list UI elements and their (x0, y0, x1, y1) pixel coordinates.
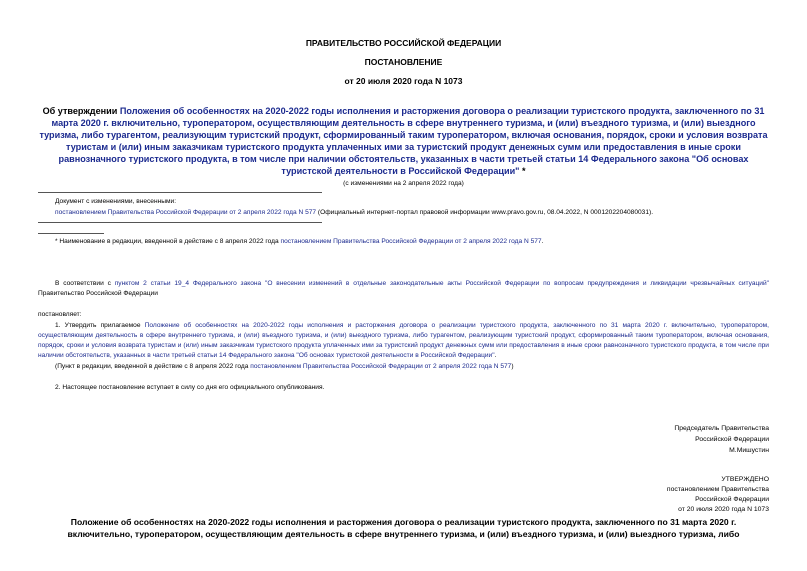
approval-line-4: от 20 июля 2020 года N 1073 (678, 506, 769, 513)
footnote-text: * Наименование в редакции, введенной в действие с 8 апреля 2022 года (55, 238, 281, 245)
item-2: 2. Настоящее постановление вступает в силу со дня его официального опубликования. (55, 384, 325, 391)
basis-suffix: Правительство Российской Федерации (38, 290, 158, 297)
item-1-link[interactable]: Положение об особенностях на 2020-2022 годы исполнения и расторжения договора о реализации туристского продукта, заключенного по 31 марта 2020 г. включительно, туроператором, осуществляющим деятельность в сфере внутреннего туризма, и (или) въездного туризма, и (или) выездного туризма, либо турагентом, реализующим туристский продукт, сформированный таким туроператором, включая основания, порядок, сроки и условия возврата туристам и (или) иным заказчикам туристского продукта уплаченных ими за туристский продукт денежных сумм или предоставления в иные сроки равнозначного туристского продукта, в том числе при наличии обстоятельств, указанных в части третьей статьи 14 Федерального закона "Об основах туристской деятельности в Российской Федерации" (38, 322, 769, 359)
revision-note: (с изменениями на 2 апреля 2022 года) (343, 180, 464, 187)
footnote-end: . (541, 238, 544, 245)
approval-line-3: Российской Федерации (695, 496, 769, 503)
footnote-link[interactable]: постановлением Правительства Российской Федерации от 2 апреля 2022 года N 577 (280, 238, 542, 245)
annex-title: Положение об особенностях на 2020-2022 годы исполнения и расторжения договора о реализации туристского продукта, заключенного по 31 марта 2020 г. включительно, туроператором, осуществляющим деятельность в сфере внутреннего туризма, и (или) въездного туризма, и (или) выездного туризма, либо (67, 517, 740, 539)
title-prefix: Об утверждении (42, 106, 120, 116)
title-suffix: * (519, 166, 526, 176)
signature-line-3: М.Мишустин (729, 447, 769, 454)
item-1-note (55, 362, 769, 372)
government-heading: ПРАВИТЕЛЬСТВО РОССИЙСКОЙ ФЕДЕРАЦИИ (305, 38, 502, 48)
changes-link[interactable]: постановлением Правительства Российской Федерации от 2 апреля 2022 года N 577 (55, 209, 317, 216)
changes-line (55, 208, 775, 218)
approval-line-1: УТВЕРЖДЕНО (721, 476, 769, 483)
basis-prefix: В соответствии с (55, 280, 115, 287)
divider (38, 192, 322, 193)
signature-line-2: Российской Федерации (695, 436, 769, 443)
resolves-label: постановляет: (38, 311, 82, 318)
approval-block (667, 475, 769, 515)
divider (38, 222, 322, 223)
title-link[interactable]: Положения об особенностях на 2020-2022 годы исполнения и расторжения договора о реализации туристского продукта, заключенного по 31 марта 2020 г. включительно, туроператором, осуществляющим деятельность в сфере внутреннего туризма, и (или) въездного туризма, и (или) выездного туризма, либо турагентом, реализующим туристский продукт, сформированный таким туроператором, включая основания, порядок, сроки и условия возврата туристам и (или) иным заказчикам туристского продукта уплаченных ими за туристский продукт денежных сумм или предоставления в иные сроки равнозначного туристского продукта, в том числе при наличии обстоятельств, указанных в части третьей статьи 14 Федерального закона "Об основах туристской деятельности в Российской Федерации" (39, 106, 768, 176)
item-1-prefix: 1. Утвердить прилагаемое (55, 322, 145, 329)
changes-source: (Официальный интернет-портал правовой информации www.pravo.gov.ru, 08.04.2022, N 0001202204080031). (316, 209, 654, 216)
item-1-suffix: . (494, 352, 497, 359)
item-1 (38, 321, 769, 361)
signature-block (674, 423, 769, 456)
item-1-note-link[interactable]: постановлением Правительства Российской Федерации от 2 апреля 2022 года N 577 (250, 363, 512, 370)
document-type: ПОСТАНОВЛЕНИЕ (364, 57, 443, 67)
footnote-divider (38, 233, 104, 234)
changes-label: Документ с изменениями, внесенными: (55, 198, 177, 205)
signature-line-1: Председатель Правительства (674, 425, 769, 432)
footnote (55, 237, 775, 247)
item-1-note-prefix: (Пункт в редакции, введенной в действие с 8 апреля 2022 года (55, 363, 251, 370)
document-date-number: от 20 июля 2020 года N 1073 (344, 76, 463, 86)
basis-link[interactable]: пунктом 2 статьи 19_4 Федерального закона "О внесении изменений в отдельные законодательные акты Российской Федерации по вопросам предупреждения и ликвидации чрезвычайных ситуаций" (114, 280, 770, 287)
approval-line-2: постановлением Правительства (666, 486, 769, 493)
item-1-note-suffix: ) (511, 363, 514, 370)
basis-paragraph (38, 279, 769, 299)
document-title (38, 105, 769, 177)
